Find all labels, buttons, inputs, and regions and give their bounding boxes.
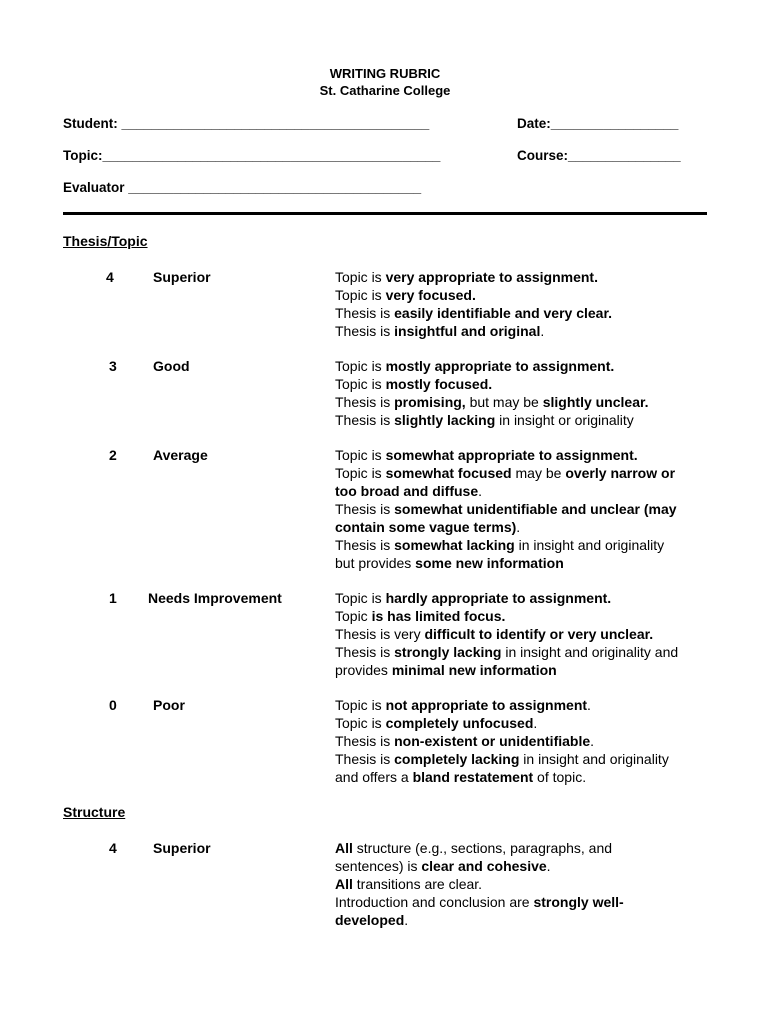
description-line: Topic is somewhat focused may be overly narrow or (335, 465, 676, 481)
description-line: Topic is not appropriate to assignment. (335, 697, 591, 713)
description-line: Topic is mostly focused. (335, 376, 493, 392)
description-line: contain some vague terms). (335, 519, 521, 535)
document-subtitle: St. Catharine College (319, 83, 451, 98)
level-label: Superior (153, 840, 211, 856)
level-label: Good (153, 358, 190, 374)
criteria-description (335, 839, 715, 929)
description-line: Thesis is non-existent or unidentifiable. (335, 733, 595, 749)
score-value: 0 (109, 697, 117, 713)
description-line: Thesis is completely lacking in insight and originality (335, 751, 669, 767)
score-value: 4 (106, 269, 114, 285)
description-line: All structure (e.g., sections, paragraphs, and (335, 840, 613, 856)
description-line: Thesis is promising, but may be slightly unclear. (335, 394, 649, 410)
description-line: and offers a bland restatement of topic. (335, 769, 587, 785)
description-line: Thesis is very difficult to identify or very unclear. (335, 626, 654, 642)
score-value: 4 (109, 840, 117, 856)
score-value: 3 (109, 358, 117, 374)
level-label: Average (153, 447, 208, 463)
criteria-description (335, 589, 715, 679)
description-line: Thesis is strongly lacking in insight and originality and (335, 644, 679, 660)
document-title: WRITING RUBRIC (329, 66, 441, 81)
description-line: developed. (335, 912, 409, 928)
description-line: Thesis is somewhat lacking in insight and originality (335, 537, 665, 553)
score-value: 1 (109, 590, 117, 606)
description-line: Topic is somewhat appropriate to assignment. (335, 447, 638, 463)
description-line: All transitions are clear. (335, 876, 483, 892)
description-line: Thesis is easily identifiable and very clear. (335, 305, 613, 321)
description-line: sentences) is clear and cohesive. (335, 858, 551, 874)
score-value: 2 (109, 447, 117, 463)
description-line: Topic is very focused. (335, 287, 476, 303)
section-title-thesis: Thesis/Topic (63, 233, 148, 249)
section-title-structure: Structure (63, 804, 126, 820)
header-divider (63, 212, 707, 215)
level-label: Superior (153, 269, 211, 285)
criteria-description (335, 446, 715, 572)
description-line: Thesis is insightful and original. (335, 323, 545, 339)
description-line: Topic is mostly appropriate to assignment. (335, 358, 615, 374)
description-line: Topic is very appropriate to assignment. (335, 269, 598, 285)
student-field: Student: _________________________________________ (63, 116, 430, 131)
course-field: Course:_______________ (517, 148, 681, 163)
date-field: Date:_________________ (517, 116, 679, 131)
description-line: Topic is completely unfocused. (335, 715, 538, 731)
description-line: Topic is hardly appropriate to assignment. (335, 590, 612, 606)
criteria-description (335, 696, 715, 786)
level-label: Needs Improvement (148, 590, 282, 606)
evaluator-field: Evaluator _______________________________________ (63, 180, 422, 195)
description-line: Introduction and conclusion are strongly well- (335, 894, 624, 910)
criteria-description (335, 268, 715, 340)
description-line: provides minimal new information (335, 662, 557, 678)
description-line: Thesis is slightly lacking in insight or originality (335, 412, 634, 428)
description-line: Thesis is somewhat unidentifiable and unclear (may (335, 501, 677, 517)
topic-field: Topic:_____________________________________________ (63, 148, 441, 163)
description-line: Topic is has limited focus. (335, 608, 506, 624)
description-line: too broad and diffuse. (335, 483, 482, 499)
description-line: but provides some new information (335, 555, 564, 571)
criteria-description (335, 357, 715, 429)
level-label: Poor (153, 697, 185, 713)
